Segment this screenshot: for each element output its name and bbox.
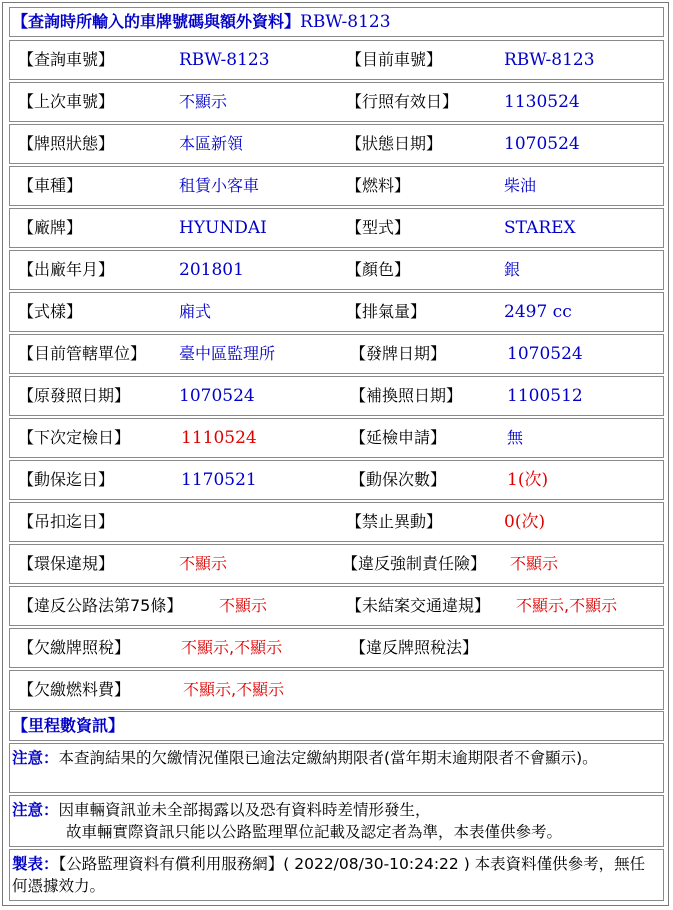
- field-label-right: 【違反牌照稅法】: [350, 638, 479, 657]
- note-2: [12, 799, 659, 843]
- field-label-right: 【補換照日期】: [350, 386, 463, 405]
- field-label-left: 【環保違規】: [18, 554, 115, 573]
- field-value-left: 1110524: [181, 428, 257, 448]
- field-label-right: 【禁止異動】: [346, 512, 443, 531]
- info-row: [9, 628, 664, 668]
- field-value-left: 租賃小客車: [179, 176, 260, 195]
- field-value-left: 廂式: [179, 302, 212, 321]
- field-label-left: 【目前管轄單位】: [18, 344, 147, 363]
- info-row: [9, 292, 664, 332]
- field-label-right: 【違反強制責任險】: [342, 554, 487, 573]
- field-value-right: RBW-8123: [504, 50, 595, 70]
- field-value-right: 2497 cc: [504, 302, 572, 322]
- field-value-right: 1130524: [504, 92, 580, 112]
- note-1-text: 本查詢結果的欠繳情況僅限已逾法定繳納期限者(當年期末逾期限者不會顯示)。: [58, 749, 598, 767]
- field-value-left: 201801: [179, 260, 244, 280]
- field-value-left: 不顯示: [219, 596, 268, 615]
- info-row: [9, 166, 664, 206]
- field-label-left: 【動保迄日】: [18, 470, 115, 489]
- note-3: [12, 853, 659, 897]
- field-label-right: 【延檢申請】: [350, 428, 447, 447]
- field-value-left: 本區新領: [179, 134, 244, 153]
- field-value-right: 銀: [504, 260, 521, 279]
- field-value-right: 柴油: [504, 176, 537, 195]
- query-header-label: 【查詢時所輸入的車牌號碼與額外資料】: [12, 12, 301, 31]
- field-value-left: 不顯示,不顯示: [181, 638, 283, 657]
- field-label-left: 【查詢車號】: [18, 50, 115, 69]
- field-label-left: 【欠繳燃料費】: [18, 680, 131, 699]
- info-row: [9, 82, 664, 122]
- note-2-head: 注意：: [12, 801, 59, 819]
- note-3-head: 製表：: [12, 855, 59, 873]
- field-value-right: 0(次): [504, 512, 546, 532]
- info-row: [9, 502, 664, 542]
- query-header-title: [12, 12, 391, 32]
- field-value-right: 不顯示: [510, 554, 559, 573]
- field-label-right: 【顏色】: [346, 260, 411, 279]
- query-header-row: [9, 7, 664, 37]
- info-row: [9, 544, 664, 584]
- field-label-right: 【動保次數】: [350, 470, 447, 489]
- note-3-text: 【公路監理資料有償利用服務網】( 2022/08/30-10:24:22 ) 本表資料僅供參考，無任何憑據效力。: [12, 855, 646, 895]
- note-2-text-line1: 因車輛資訊並未全部揭露以及恐有資料時差情形發生，: [58, 801, 431, 819]
- field-label-left: 【廠牌】: [18, 218, 83, 237]
- field-label-left: 【欠繳牌照稅】: [18, 638, 131, 657]
- field-label-left: 【出廠年月】: [18, 260, 115, 279]
- field-label-left: 【車種】: [18, 176, 83, 195]
- note-1-head: 注意：: [12, 749, 59, 767]
- field-value-left: 不顯示: [179, 554, 228, 573]
- field-value-left: 不顯示,不顯示: [183, 680, 285, 699]
- field-value-left: HYUNDAI: [179, 218, 267, 238]
- query-header-plate: RBW-8123: [300, 12, 391, 32]
- field-label-left: 【式樣】: [18, 302, 83, 321]
- info-row: [9, 40, 664, 80]
- field-label-left: 【吊扣迄日】: [18, 512, 115, 531]
- field-label-right: 【狀態日期】: [346, 134, 443, 153]
- field-value-left: 1170521: [181, 470, 257, 490]
- info-row: [9, 334, 664, 374]
- note-1: [12, 747, 659, 769]
- field-label-right: 【未結案交通違規】: [346, 596, 491, 615]
- field-value-right: 無: [507, 428, 524, 447]
- note-row-1: [9, 743, 664, 793]
- field-value-left: 1070524: [179, 386, 255, 406]
- field-value-left: RBW-8123: [179, 50, 270, 70]
- field-label-right: 【型式】: [346, 218, 411, 237]
- info-row: [9, 418, 664, 458]
- info-row: [9, 208, 664, 248]
- field-label-left: 【上次車號】: [18, 92, 115, 111]
- field-label-left: 【原發照日期】: [18, 386, 131, 405]
- field-label-right: 【燃料】: [346, 176, 411, 195]
- field-label-right: 【發牌日期】: [350, 344, 447, 363]
- field-value-right: 1070524: [507, 344, 583, 364]
- field-label-right: 【行照有效日】: [346, 92, 459, 111]
- info-row: [9, 670, 664, 710]
- note-row-3: [9, 849, 664, 901]
- note-2-text-line2: 故車輛實際資訊只能以公路監理單位記載及認定者為準，本表僅供參考。: [66, 823, 563, 841]
- field-value-right: 1070524: [504, 134, 580, 154]
- mileage-row: [9, 711, 664, 741]
- field-value-right: 1(次): [507, 470, 549, 490]
- info-row: [9, 460, 664, 500]
- info-row: [9, 376, 664, 416]
- field-label-left: 【違反公路法第75條】: [18, 596, 183, 615]
- field-value-left: 臺中區監理所: [179, 344, 276, 363]
- field-label-right: 【目前車號】: [346, 50, 443, 69]
- field-label-left: 【下次定檢日】: [18, 428, 131, 447]
- field-value-left: 不顯示: [179, 92, 228, 111]
- info-row: [9, 124, 664, 164]
- field-value-right: 1100512: [507, 386, 583, 406]
- field-label-left: 【牌照狀態】: [18, 134, 115, 153]
- field-value-right: STAREX: [504, 218, 576, 238]
- field-value-right: 不顯示,不顯示: [516, 596, 618, 615]
- field-label-right: 【排氣量】: [346, 302, 427, 321]
- mileage-label: 【里程數資訊】: [12, 716, 125, 735]
- info-row: [9, 250, 664, 290]
- note-row-2: [9, 795, 664, 847]
- info-row: [9, 586, 664, 626]
